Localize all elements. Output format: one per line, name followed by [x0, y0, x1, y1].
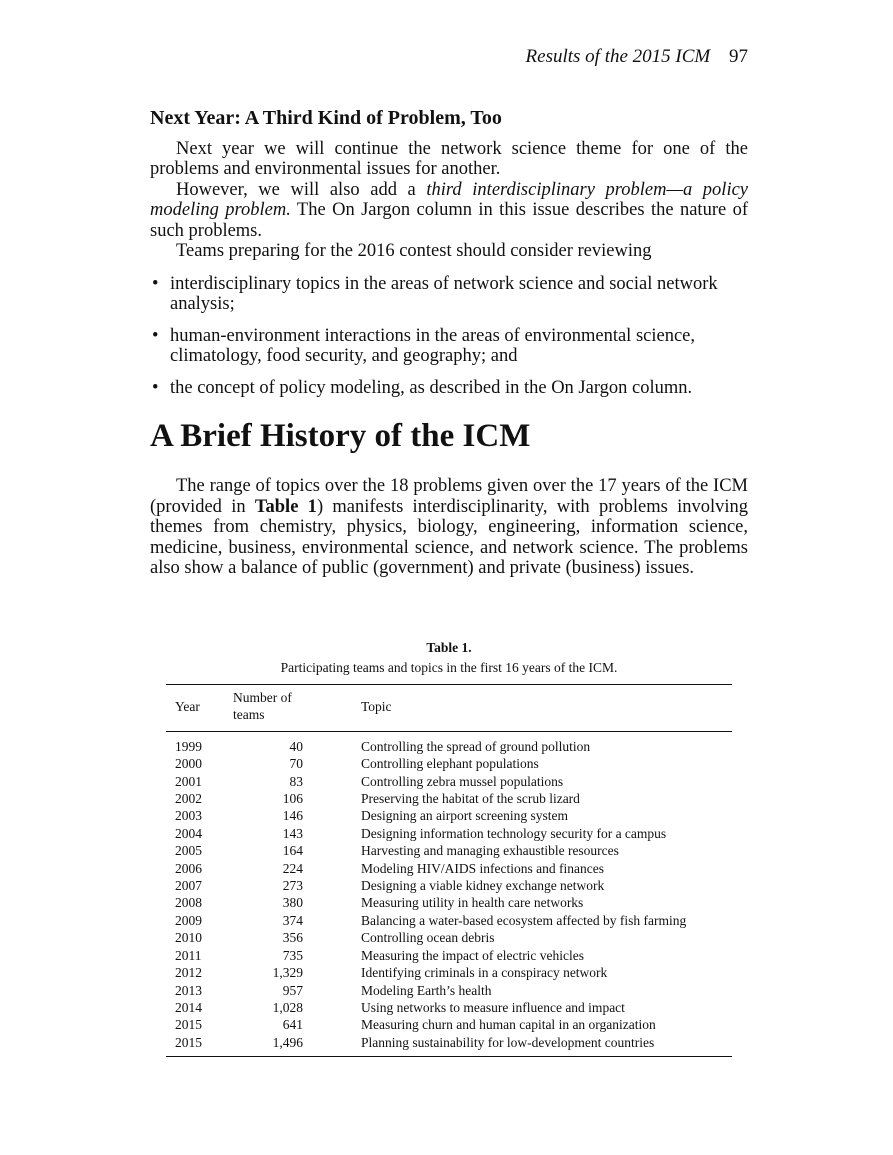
cell-teams: 1,329: [272, 965, 303, 981]
cell-teams: 1,496: [272, 1034, 303, 1050]
cell-spacer: [303, 877, 361, 894]
cell-spacer: [303, 999, 361, 1016]
cell-teams: 83: [289, 773, 303, 789]
cell-teams: 106: [282, 791, 303, 807]
cell-year: 2002: [175, 791, 202, 807]
table-row: [166, 807, 732, 824]
next-year-paragraph-2: [150, 180, 748, 242]
cell-spacer: [303, 964, 361, 981]
table-row: [166, 912, 732, 929]
cell-year: 2001: [175, 773, 202, 789]
cell-topic: Modeling Earth’s health: [361, 982, 492, 998]
table-row: [166, 825, 732, 842]
cell-topic: Preserving the habitat of the scrub lizard: [361, 791, 580, 807]
cell-teams: 273: [282, 878, 303, 894]
cell-topic: Planning sustainability for low-development countries: [361, 1034, 655, 1050]
review-topics-list: [150, 274, 748, 399]
cell-topic: Using networks to measure influence and impact: [361, 999, 625, 1015]
para2-emphasis: third interdisciplinary problem—a policy modeling problem.: [150, 179, 749, 220]
column-header-year: Year: [175, 698, 200, 714]
table-caption: Participating teams and topics in the first 16 years of the ICM.: [280, 660, 618, 675]
cell-year: 2000: [175, 756, 202, 772]
table-row: [166, 731, 732, 755]
cell-topic: Controlling elephant populations: [361, 756, 539, 772]
bullet-icon: •: [152, 273, 159, 294]
cell-teams: 146: [282, 808, 303, 824]
list-item-text: human-environment interactions in the areas of environmental science, climatology, food security, and geography; and: [170, 325, 696, 366]
column-header-teams: Number of teams: [233, 690, 292, 723]
cell-topic: Identifying criminals in a conspiracy network: [361, 965, 608, 981]
table-row: [166, 790, 732, 807]
table-row: [166, 1034, 732, 1057]
page-header: [526, 46, 748, 68]
table-row: [166, 1016, 732, 1033]
cell-spacer: [303, 982, 361, 999]
next-year-paragraph-1: Next year we will continue the network science theme for one of the problems and environmental issues for another.: [150, 138, 748, 179]
cell-year: 2006: [175, 860, 202, 876]
cell-teams: 641: [282, 1017, 303, 1033]
cell-year: 2013: [175, 982, 202, 998]
cell-year: 2004: [175, 825, 202, 841]
cell-topic: Harvesting and managing exhaustible resources: [361, 843, 619, 859]
cell-spacer: [303, 755, 361, 772]
table-row: [166, 755, 732, 772]
table-row: [166, 964, 732, 981]
history-text-after: ) manifests interdisciplinarity, with problems involving themes from chemistry, physics, biology, engineering, information science, medicine, business, environmental science, and network science. The problems also show a balance of public (government) and private (business) issues.: [150, 496, 749, 578]
cell-topic: Balancing a water-based ecosystem affected by fish farming: [361, 912, 687, 928]
cell-year: 2011: [175, 947, 202, 963]
history-paragraph: [150, 476, 748, 579]
cell-spacer: [303, 731, 361, 755]
cell-spacer: [303, 860, 361, 877]
cell-year: 2014: [175, 999, 202, 1015]
cell-spacer: [303, 929, 361, 946]
cell-topic: Measuring the impact of electric vehicles: [361, 947, 585, 963]
cell-year: 2010: [175, 930, 202, 946]
cell-spacer: [303, 773, 361, 790]
bullet-icon: •: [152, 325, 159, 346]
cell-year: 2008: [175, 895, 202, 911]
cell-topic: Modeling HIV/AIDS infections and finances: [361, 860, 604, 876]
cell-spacer: [303, 894, 361, 911]
table-reference: Table 1: [254, 496, 317, 517]
cell-year: 2007: [175, 878, 202, 894]
table-row: [166, 947, 732, 964]
para2-text-before: However, we will also add a: [176, 179, 427, 200]
cell-spacer: [303, 825, 361, 842]
column-spacer: [303, 685, 361, 732]
cell-teams: 224: [282, 860, 303, 876]
running-title: Results of the 2015 ICM: [525, 46, 711, 67]
page-number: 97: [729, 46, 748, 67]
cell-teams: 356: [282, 930, 303, 946]
cell-topic: Controlling ocean debris: [361, 930, 495, 946]
cell-teams: 380: [282, 895, 303, 911]
cell-topic: Measuring utility in health care networks: [361, 895, 584, 911]
table-label: Table 1.: [426, 640, 472, 655]
cell-teams: 735: [282, 947, 303, 963]
table-row: [166, 877, 732, 894]
table-row: [166, 894, 732, 911]
cell-year: 2005: [175, 843, 202, 859]
cell-topic: Designing an airport screening system: [361, 808, 568, 824]
next-year-heading: Next Year: A Third Kind of Problem, Too: [150, 107, 502, 129]
table-row: [166, 842, 732, 859]
cell-topic: Controlling the spread of ground pollution: [361, 738, 591, 754]
bullet-icon: •: [152, 377, 159, 398]
main-content: [150, 108, 748, 579]
icm-history-table: [166, 684, 732, 1057]
list-item-text: the concept of policy modeling, as described in the On Jargon column.: [170, 377, 693, 398]
cell-teams: 40: [289, 738, 303, 754]
next-year-paragraph-3: Teams preparing for the 2016 contest should consider reviewing: [176, 241, 652, 261]
cell-year: 2003: [175, 808, 202, 824]
cell-topic: Measuring churn and human capital in an organization: [361, 1017, 656, 1033]
cell-teams: 164: [282, 843, 303, 859]
cell-topic: Designing a viable kidney exchange network: [361, 878, 605, 894]
cell-year: 2012: [175, 965, 202, 981]
table-row: [166, 982, 732, 999]
cell-spacer: [303, 912, 361, 929]
cell-teams: 143: [282, 825, 303, 841]
cell-spacer: [303, 842, 361, 859]
cell-topic: Designing information technology security for a campus: [361, 825, 667, 841]
cell-teams: 1,028: [272, 999, 303, 1015]
cell-teams: 374: [282, 912, 303, 928]
cell-teams: 70: [289, 756, 303, 772]
cell-year: 2015: [175, 1034, 202, 1050]
cell-teams: 957: [282, 982, 303, 998]
list-item: [150, 326, 748, 367]
cell-spacer: [303, 790, 361, 807]
table-header-row: [166, 685, 732, 732]
history-text-before: The range of topics over the 18 problems given over the 17 years of the ICM (provided in: [150, 476, 748, 517]
table-row: [166, 860, 732, 877]
list-item: [150, 378, 748, 399]
history-heading: A Brief History of the ICM: [150, 418, 531, 454]
list-item-text: interdisciplinary topics in the areas of network science and social network analysis;: [170, 273, 718, 314]
cell-topic: Controlling zebra mussel populations: [361, 773, 564, 789]
table-row: [166, 773, 732, 790]
cell-year: 1999: [175, 738, 202, 754]
cell-spacer: [303, 947, 361, 964]
cell-year: 2015: [175, 1017, 202, 1033]
table-block: [166, 640, 732, 1057]
cell-spacer: [303, 807, 361, 824]
cell-year: 2009: [175, 912, 202, 928]
para2-text-after: The On Jargon column in this issue describes the nature of such problems.: [150, 200, 749, 241]
table-row: [166, 929, 732, 946]
cell-spacer: [303, 1034, 361, 1057]
list-item: [150, 274, 748, 315]
cell-spacer: [303, 1016, 361, 1033]
column-header-topic: Topic: [361, 698, 392, 714]
table-row: [166, 999, 732, 1016]
